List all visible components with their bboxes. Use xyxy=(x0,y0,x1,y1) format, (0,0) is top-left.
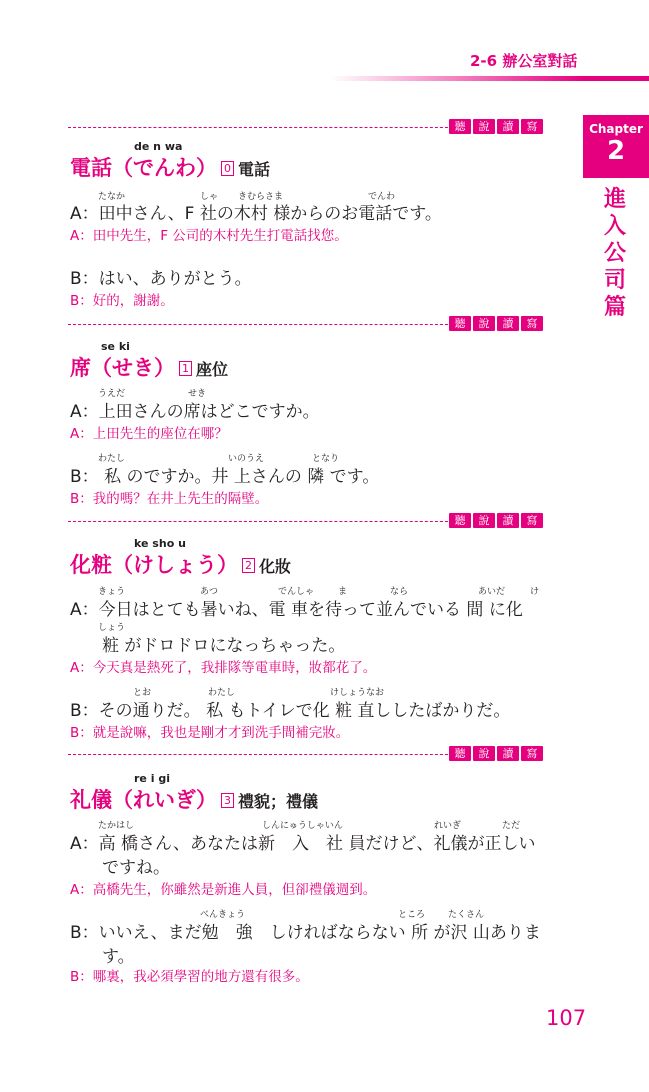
dialogue-translation: A：高橋先生，你雖然是新進人員，但卻禮儀週到。 xyxy=(70,882,377,898)
accent-number: 3 xyxy=(221,793,234,808)
tag-speak: 說 xyxy=(473,746,495,761)
furigana: ただ xyxy=(502,821,521,831)
furigana: でんしゃ xyxy=(278,587,315,597)
tag-listen: 聽 xyxy=(449,513,471,528)
furigana: べんきょう xyxy=(200,910,246,920)
furigana: でんわ xyxy=(368,192,396,202)
chapter-side-title xyxy=(601,186,629,321)
accent-number: 1 xyxy=(179,361,192,376)
chapter-number: 2 xyxy=(606,136,626,166)
furigana: れいぎ xyxy=(434,821,462,831)
tag-read: 讀 xyxy=(497,746,519,761)
vocab-heading xyxy=(70,352,228,382)
tag-speak: 說 xyxy=(473,316,495,331)
section-divider xyxy=(68,746,543,762)
section-divider xyxy=(68,316,543,332)
furigana: わたし xyxy=(208,688,236,698)
chapter-side-char: 司 xyxy=(603,268,626,293)
vocab-word: 礼儀（れいぎ） xyxy=(70,788,217,812)
dialogue-line-continued: 粧 がドロドロになっちゃった。 xyxy=(102,636,346,656)
dialogue-translation: A：上田先生的座位在哪？ xyxy=(70,426,228,442)
furigana: となり xyxy=(312,454,340,464)
section-divider xyxy=(68,119,543,135)
dialogue-line: A：高 橋さん、あなたは新 入 社 員だけど、礼儀が正しい xyxy=(70,834,536,854)
dialogue-translation: A：田中先生，F 公司的木村先生打電話找您。 xyxy=(70,228,348,244)
vocab-romaji: se ki xyxy=(101,340,130,353)
dialogue-translation: A：今天真是熱死了，我排隊等電車時，妝都花了。 xyxy=(70,660,377,676)
chapter-side-char: 篇 xyxy=(603,295,626,320)
tag-write: 寫 xyxy=(521,746,543,761)
vocab-meaning: 禮貌；禮儀 xyxy=(238,792,319,811)
chapter-label: Chapter xyxy=(589,122,643,136)
chapter-tab xyxy=(583,115,649,178)
furigana: とお xyxy=(133,688,152,698)
dialogue-translation: B：我的嗎？在井上先生的隔壁。 xyxy=(70,491,269,507)
furigana: うえだ xyxy=(98,389,126,399)
vocab-meaning: 電話 xyxy=(238,160,271,179)
dialogue-translation: B：哪裏，我必須學習的地方還有很多。 xyxy=(70,969,309,985)
section-divider xyxy=(68,513,543,529)
accent-number: 0 xyxy=(221,161,234,176)
section-title: 2-6 辦公室對話 xyxy=(470,52,578,70)
furigana: きむらさま xyxy=(238,192,284,202)
furigana: しょう xyxy=(98,623,126,633)
chapter-side-char: 入 xyxy=(603,214,626,239)
furigana: ま xyxy=(338,587,348,597)
vocab-heading xyxy=(70,784,318,814)
tag-read: 讀 xyxy=(497,513,519,528)
tag-listen: 聽 xyxy=(449,746,471,761)
chapter-side-char: 進 xyxy=(603,187,626,212)
dialogue-line: B： 私 のですか。井 上さんの 隣 です。 xyxy=(70,467,380,487)
vocab-meaning: 座位 xyxy=(196,360,229,379)
tag-read: 讀 xyxy=(497,316,519,331)
dialogue-translation: B：就是說嘛，我也是剛才才到洗手間補完妝。 xyxy=(70,725,350,741)
tag-write: 寫 xyxy=(521,513,543,528)
tag-read: 讀 xyxy=(497,119,519,134)
furigana: いのうえ xyxy=(228,454,265,464)
tag-listen: 聽 xyxy=(449,119,471,134)
vocab-word: 化粧（けしょう） xyxy=(70,553,238,577)
furigana: あつ xyxy=(200,587,219,597)
header-gradient-bar xyxy=(330,76,649,81)
furigana: あいだ xyxy=(478,587,506,597)
furigana: けしょうなお xyxy=(330,688,385,698)
dialogue-translation: B：好的，謝謝。 xyxy=(70,293,174,309)
furigana: しんにゅうしゃいん xyxy=(262,821,343,831)
furigana: け xyxy=(530,587,540,597)
tag-speak: 說 xyxy=(473,513,495,528)
furigana: ところ xyxy=(398,910,426,920)
furigana: なら xyxy=(390,587,409,597)
furigana: たなか xyxy=(98,192,126,202)
vocab-word: 電話（でんわ） xyxy=(70,156,217,180)
dialogue-line: A：田中さん、F 社の木村 様からのお電話です。 xyxy=(70,204,442,224)
furigana: せき xyxy=(188,389,207,399)
accent-number: 2 xyxy=(242,558,255,573)
furigana: たくさん xyxy=(448,910,485,920)
vocab-meaning: 化妝 xyxy=(259,557,292,576)
furigana: きょう xyxy=(98,587,126,597)
furigana: しゃ xyxy=(200,192,219,202)
dialogue-line: B：その通りだ。 私 もトイレで化 粧 直ししたばかりだ。 xyxy=(70,701,511,721)
dialogue-line: B：いいえ、まだ勉 強 しければならない 所 が沢 山ありま xyxy=(70,923,541,943)
dialogue-line-continued: す。 xyxy=(102,947,135,967)
dialogue-line: B：はい、ありがとう。 xyxy=(70,269,252,289)
tag-write: 寫 xyxy=(521,119,543,134)
tag-listen: 聽 xyxy=(449,316,471,331)
tag-write: 寫 xyxy=(521,316,543,331)
furigana: たかはし xyxy=(98,821,135,831)
tag-speak: 說 xyxy=(473,119,495,134)
vocab-heading xyxy=(70,152,270,182)
dialogue-line-continued: ですね。 xyxy=(102,858,170,878)
vocab-romaji: ke sho u xyxy=(134,537,186,550)
vocab-romaji: re i gi xyxy=(134,772,170,785)
vocab-romaji: de n wa xyxy=(134,140,183,153)
vocab-heading xyxy=(70,549,291,579)
dialogue-line: A：今日はとても暑いね、電 車を待って並んでいる 間 に化 xyxy=(70,600,523,620)
dialogue-line: A：上田さんの席はどこですか。 xyxy=(70,402,320,422)
page-number: 107 xyxy=(546,1006,587,1030)
chapter-side-char: 公 xyxy=(603,241,626,266)
vocab-word: 席（せき） xyxy=(70,356,175,380)
furigana: わたし xyxy=(98,454,126,464)
